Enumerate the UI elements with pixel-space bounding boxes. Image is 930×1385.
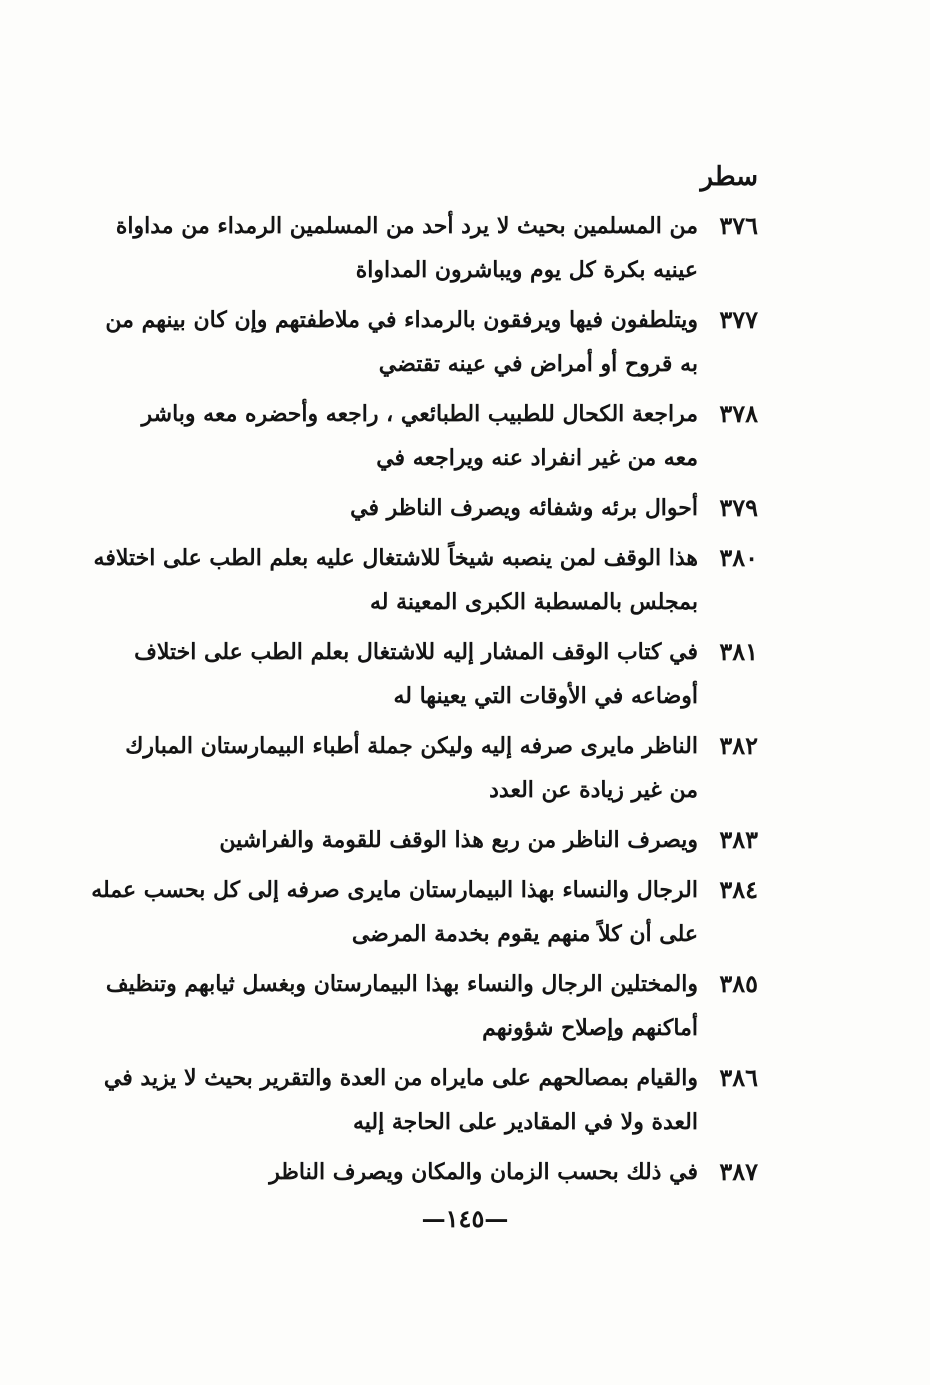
- text-line: من المسلمين بحيث لا يرد أحد من المسلمين الرمداء من مداواة: [115, 213, 698, 239]
- text-line: به قروح أو أمراض في عينه تقتضي: [378, 351, 698, 377]
- document-body: [91, 204, 758, 1200]
- text-line: هذا الوقف لمن ينصبه شيخاً للاشتغال عليه بعلم الطب على اختلافه: [93, 545, 698, 571]
- text-entry: [91, 868, 758, 956]
- text-line: على أن كلاً منهم يقوم بخدمة المرضى: [351, 921, 698, 947]
- text-entry: [93, 536, 758, 624]
- text-entry: [103, 1056, 758, 1144]
- text-line: في كتاب الوقف المشار إليه للاشتغال بعلم الطب على اختلاف: [134, 639, 698, 665]
- text-entry: [115, 204, 758, 292]
- line-number: ٣٧٩: [719, 493, 758, 522]
- page-number: —١٤٥—: [421, 1204, 509, 1233]
- text-line: ويصرف الناظر من ربع هذا الوقف للقومة والفراشين: [219, 827, 698, 853]
- text-line: أوضاعه في الأوقات التي يعينها له: [393, 683, 698, 709]
- text-entry: [156, 1150, 758, 1194]
- text-line: من غير زيادة عن العدد: [489, 777, 698, 803]
- line-number: ٣٨٥: [719, 969, 758, 998]
- text-line: العدة ولا في المقادير على الحاجة إليه: [352, 1109, 698, 1135]
- text-line: أماكنهم وإصلاح شؤونهم: [482, 1015, 698, 1041]
- line-number: ٣٨٣: [719, 825, 758, 854]
- line-number: ٣٨٦: [719, 1063, 758, 1092]
- text-entry: [105, 962, 758, 1050]
- line-number: ٣٧٧: [719, 305, 758, 334]
- text-line: والمختلين الرجال والنساء بهذا البيمارستان وبغسل ثيابهم وتنظيف: [105, 971, 698, 997]
- text-line: ويتلطفون فيها ويرفقون بالرمداء في ملاطفتهم وإن كان بينهم من: [105, 307, 698, 333]
- text-line: والقيام بمصالحهم على مايراه من العدة والتقرير بحيث لا يزيد في: [103, 1065, 698, 1091]
- column-header-label: سطر: [700, 162, 758, 192]
- line-number: ٣٨٠: [719, 543, 758, 572]
- text-entry: [134, 630, 758, 718]
- text-line: معه من غير انفراد عنه ويراجعه في: [376, 445, 698, 471]
- text-line: عينيه بكرة كل يوم ويباشرون المداواة: [355, 257, 698, 283]
- text-entry: [125, 724, 758, 812]
- text-line: الناظر مايرى صرفه إليه وليكن جملة أطباء البيمارستان المبارك: [125, 733, 698, 759]
- line-number: ٣٨٢: [719, 731, 758, 760]
- line-number: ٣٧٨: [719, 399, 758, 428]
- text-line: أحوال برئه وشفائه ويصرف الناظر في: [350, 495, 698, 521]
- line-number: ٣٧٦: [719, 211, 758, 240]
- text-line: الرجال والنساء بهذا البيمارستان مايرى صرفه إلى كل بحسب عمله: [91, 877, 698, 903]
- text-line: في ذلك بحسب الزمان والمكان ويصرف الناظر: [269, 1159, 698, 1185]
- line-number: ٣٨٤: [719, 875, 758, 904]
- text-entry: [141, 392, 758, 480]
- text-entry: [105, 298, 758, 386]
- text-line: بمجلس بالمسطبة الكبرى المعينة له: [369, 589, 698, 615]
- line-number: ٣٨١: [719, 637, 758, 666]
- line-number: ٣٨٧: [719, 1157, 758, 1186]
- text-entry: [156, 818, 758, 862]
- text-line: مراجعة الكحال للطبيب الطبائعي ، راجعه وأحضره معه وباشر: [141, 401, 698, 427]
- text-entry: [156, 486, 758, 530]
